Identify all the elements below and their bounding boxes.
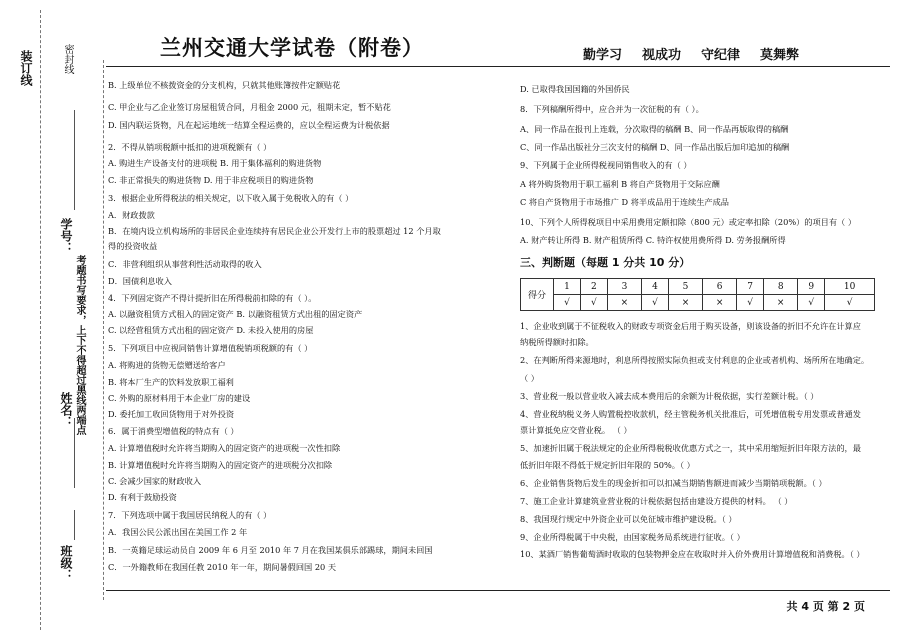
question-line: A. 将购进的货物无偿赠送给客户 [108,360,226,370]
question-line: 8、我国现行规定中外资企业可以免征城市维护建设税。（ ） [520,514,737,524]
question-line: C．非营利组织从事营利性活动取得的收入 [108,259,262,269]
motto-2: 视成功 [642,48,682,63]
question-line: C．一外籍教师在我国任教 2010 年一年，期间暑假回国 20 天 [108,562,337,572]
question-line: 8．下列稿酬所得中，应合并为一次征税的有（ ）。 [520,104,704,114]
answer-cell: × [703,295,737,311]
question-line: A. 财产转让所得 B. 财产租赁所得 C. 特许权使用费所得 D. 劳务报酬所得 [520,235,786,245]
binding-line-label: 装订线 [19,50,33,86]
question-line: A．财政拨款 [108,210,155,220]
answer-cell: √ [798,295,825,311]
question-line: B. 上级单位不核拨资金的分支机构，只就其他账簿按件定额贴花 [108,80,341,90]
question-line: A、同一作品在报刊上连载，分次取得的稿酬 B、同一作品再版取得的稿酬 [520,124,789,134]
answer-cell: √ [642,295,669,311]
answer-cell: × [607,295,641,311]
binding-line-right [103,60,104,600]
question-line: 2．不得从销项税额中抵扣的进项税额有（ ） [108,142,272,152]
question-line: 7、施工企业计算建筑业营业税的计税依据包括由建设方提供的材料。 （ ） [520,496,793,506]
judgement-score-table [520,278,875,311]
motto-4: 莫舞弊 [760,48,800,63]
table-cell: 10 [825,279,875,295]
question-line: A. 以融资租赁方式租入的固定资产 B. 以融资租赁方式出租的固定资产 [108,309,363,319]
question-line: D．国债利息收入 [108,276,172,286]
question-line: D. 委托加工收回货物用于对外投资 [108,409,235,419]
question-line: 3．根据企业所得税法的相关规定，以下收入属于免税收入的有（ ） [108,193,354,203]
question-line: A. 购进生产设备支付的进项税 B. 用于集体福利的购进货物 [108,158,322,168]
question-line: C、同一作品出版社分三次支付的稿酬 D、同一作品出版后加印追加的稿酬 [520,142,790,152]
answer-cell: × [668,295,702,311]
answer-cell: √ [580,295,607,311]
question-line: 9、企业所得税属于中央税，由国家税务局系统进行征收。（ ） [520,532,745,542]
class-label[interactable]: 班级： [59,545,73,581]
question-line: 10、下列个人所得税项目中采用费用定额扣除（800 元）或定率扣除（20%）的项目有（ ） [520,217,857,227]
answer-cell: √ [554,295,581,311]
score-label-cell: 得分 [521,279,554,311]
question-line: 6．属于消费型增值税的特点有（ ） [108,426,239,436]
question-line: 5、加速折旧属于税法规定的企业所得税税收优惠方式之一，其中采用缩短折旧年限方法的，最 [520,443,861,453]
binding-line-left [40,10,41,630]
question-line: A. 计算增值税时允许将当期购入的固定资产的进项税一次性扣除 [108,443,341,453]
name-label[interactable]: 姓名： [59,392,73,428]
table-cell: 1 [554,279,581,295]
page-number: 共 4 页 第 2 页 [786,600,865,613]
question-line: 10、某酒厂销售葡萄酒时收取的包装物押金应在收取时并入价外费用计算增值税和消费税。（ ） [520,549,865,559]
seal-line-label: 密封线 [62,44,73,74]
exam-title: 兰州交通大学试卷（附卷） [160,36,424,60]
answer-cell: × [764,295,798,311]
question-line: 得的投资收益 [108,241,158,251]
question-line: 纳税所得额时扣除。 [520,337,594,347]
question-line: B．在境内设立机构场所的非居民企业连续持有居民企业公开发行上市的股票超过 12 个月取 [108,226,441,236]
answer-cell: √ [825,295,875,311]
question-line: 2、在判断所得来源地时，利息所得按照实际负担或支付利息的企业或者机构、场所所在地确定。 [520,355,870,365]
table-cell: 8 [764,279,798,295]
table-cell: 2 [580,279,607,295]
question-line: B．一英籍足球运动员自 2009 年 6 月至 2010 年 7 月在我国某俱乐部踢球，期间未回国 [108,545,433,555]
table-cell: 5 [668,279,702,295]
table-cell: 4 [642,279,669,295]
question-line: C. 外购的原材料用于本企业厂房的建设 [108,393,251,403]
question-line: 4、营业税纳税义务人购置税控收款机，经主管税务机关批准后，可凭增值税专用发票或普通发 [520,409,861,419]
name-field[interactable] [74,418,75,488]
table-cell: 9 [798,279,825,295]
question-line: 4．下列固定资产不得计提折旧在所得税前扣除的有（ ）。 [108,293,317,303]
question-line: 低折旧年限不得低于规定折旧年限的 50%。（ ） [520,460,695,470]
student-id-field[interactable] [74,110,75,210]
question-line: 3、营业税一般以营业收入减去成本费用后的余额为计税依据，实行差额计税。（ ） [520,391,819,401]
table-row [521,295,875,311]
table-header-row [521,279,875,295]
question-line: D. 已取得我国国籍的外国侨民 [520,84,630,94]
question-line: 6、企业销售货物后发生的现金折扣可以扣减当期销售额进而减少当期销项税额。（ ） [520,478,827,488]
question-line: B. 将本厂生产的饮料发放职工福利 [108,377,234,387]
question-line: A 将外购货物用于职工福利 B 将自产货物用于交际应酬 [520,179,720,189]
question-line: C. 非正常损失的购进货物 D. 用于非应税项目的购进货物 [108,175,314,185]
question-line: C. 甲企业与乙企业签订房屋租赁合同，月租金 2000 元，租期未定，暂不贴花 [108,102,391,112]
question-line: C. 以经营租赁方式出租的固定资产 D. 未投入使用的房屋 [108,325,314,335]
question-line: 票计算抵免应交营业税。 （ ） [520,425,632,435]
student-id-label[interactable]: 学号： [59,218,73,254]
question-line: 5．下列项目中应视同销售计算增值税销项税额的有（ ） [108,343,313,353]
section-3-heading: 三、判断题（每题 1 分共 10 分） [520,256,691,269]
question-line: （ ） [520,373,539,383]
answer-cell: √ [737,295,764,311]
question-line: A．我国公民公派出国在美国工作 2 年 [108,527,248,537]
table-cell: 6 [703,279,737,295]
question-line: 9、下列属于企业所得税视同销售收入的有（ ） [520,160,692,170]
table-cell: 3 [607,279,641,295]
question-line: 1、企业收到属于不征税收入的财政专项资金后用于购买设备，则该设备的折旧不允许在计算应 [520,321,861,331]
exam-notice: 考题书写要求，上下不得超过黑线两端点 [74,255,85,435]
question-line: C 将自产货物用于市场推广 D 将半成品用于连续生产成品 [520,197,729,207]
question-line: D. 国内联运货物，凡在起运地统一结算全程运费的，应以全程运费为计税依据 [108,120,390,130]
motto-1: 勤学习 [583,48,623,63]
header-rule [106,66,890,67]
question-line: 7．下列选项中属于我国居民纳税人的有（ ） [108,510,272,520]
question-line: D. 有利于鼓励投资 [108,492,177,502]
footer-rule [106,590,890,591]
motto-3: 守纪律 [701,48,741,63]
question-line: C. 会减少国家的财政收入 [108,476,202,486]
question-line: B. 计算增值税时允许将当期购入的固定资产的进项税分次扣除 [108,460,333,470]
class-field[interactable] [74,510,75,540]
table-cell: 7 [737,279,764,295]
